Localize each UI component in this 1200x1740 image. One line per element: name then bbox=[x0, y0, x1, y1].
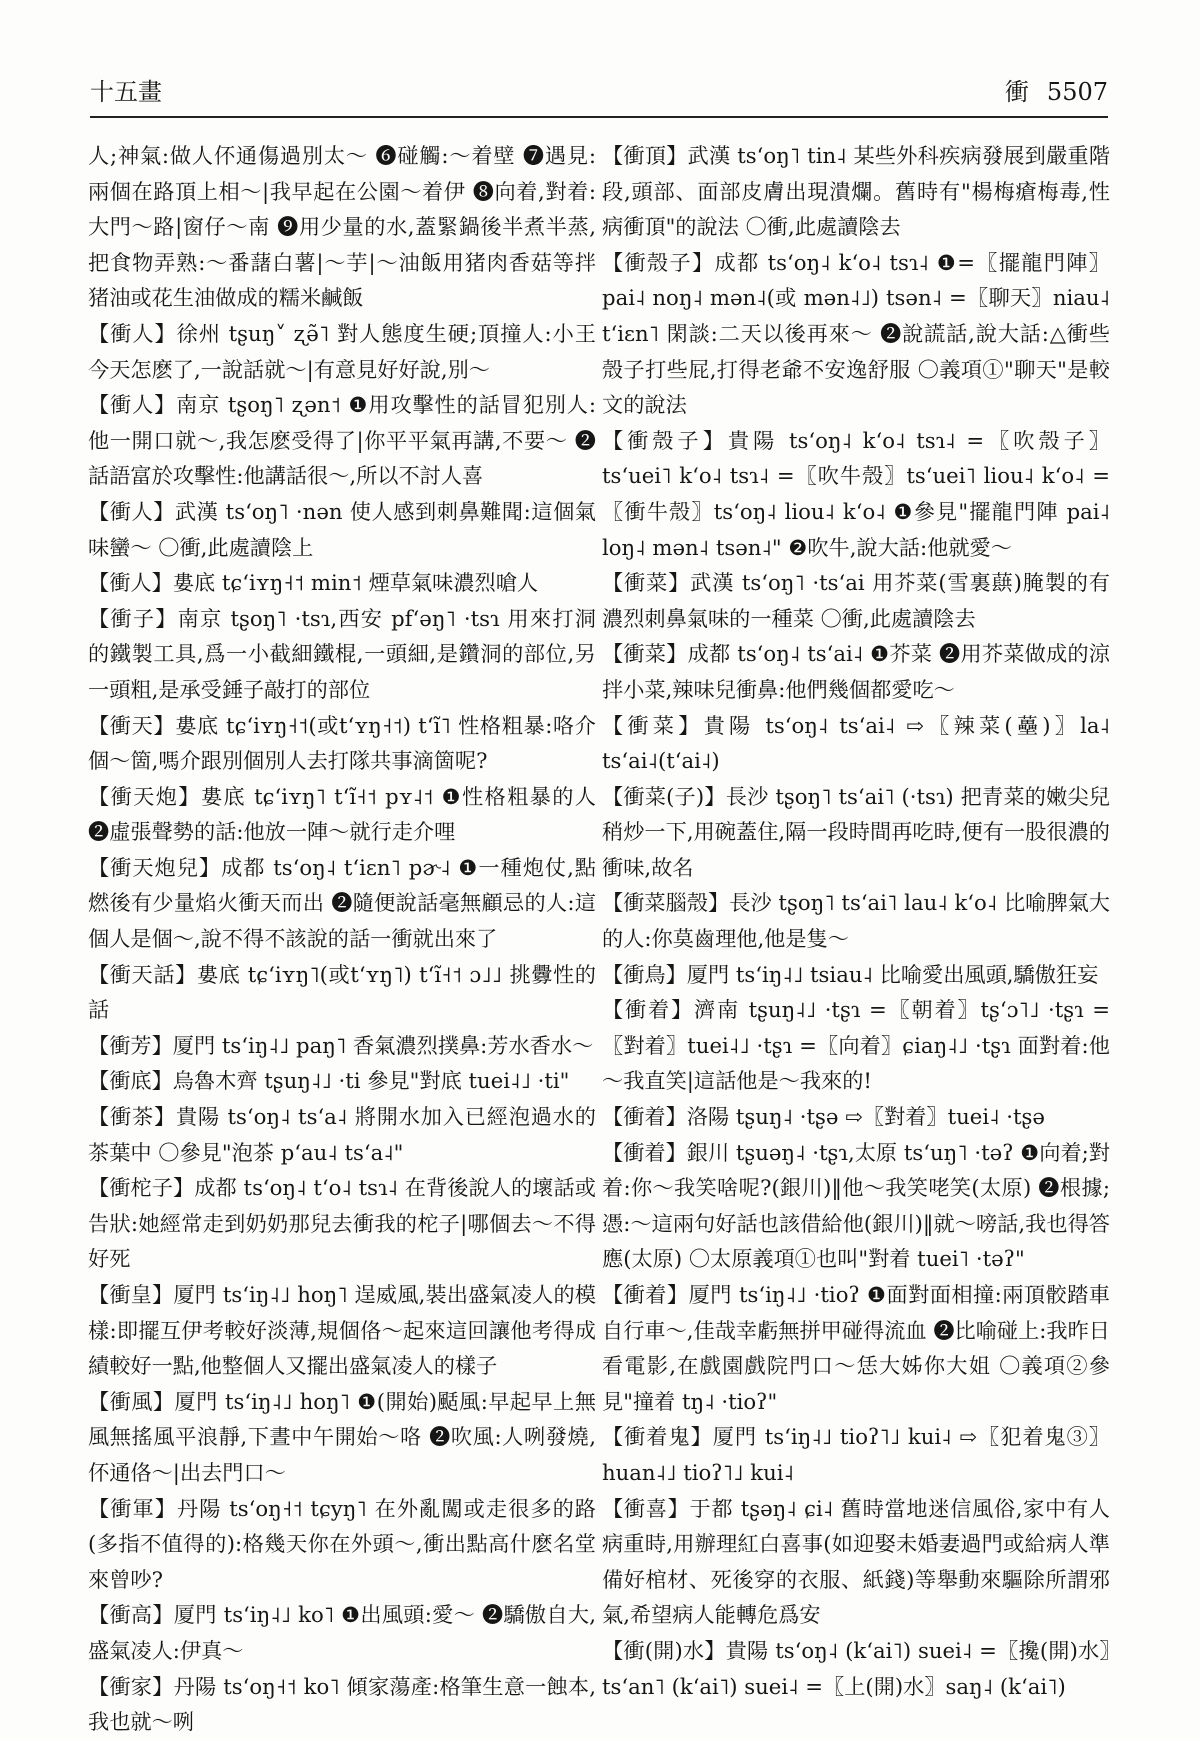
dictionary-entry: 【衝底】烏魯木齊 tʂuŋ˨˩ ·ti 參見"對底 tuei˨˩ ·ti" bbox=[88, 1068, 570, 1094]
dictionary-entry: 【衝着】濟南 tʂuŋ˨˩ ·tʂɿ =〖朝着〗tʂʻɔ˥˩ ·tʂɿ =〖對着〗tuei˨˩ ·tʂɿ =〖向着〗ɕiaŋ˨˩ ·tʂɿ 面對着:他～我直笑|這話他是～我來的! bbox=[602, 997, 1110, 1094]
dictionary-entry: 【衝(開)水】貴陽 tsʻoŋ˨ (kʻai˥) suei˨ =〖攙(開)水〗tsʻan˥ (kʻai˥) suei˨ =〖上(開)水〗saŋ˨ (kʻai˥) bbox=[602, 1637, 1110, 1699]
dictionary-entry: 【衝人】婁底 tɕʻiʏŋ˧˦ min˦ 煙草氣味濃烈嗆人 bbox=[88, 570, 539, 596]
dictionary-entry: 【衝殼子】成都 tsʻoŋ˨ kʻo˨ tsɿ˨ ❶=〖擺龍門陣〗pai˨ noŋ˨ mən˨(或 mən˨˩) tsən˨ =〖聊天〗niau˨ tʻiɛn˥ 閑談:二天以後再來～ ❷說謊話,說大話:△衝些殼子打些屁,打得老爺不安逸舒服 〇義項①"聊天"是較文的說法 bbox=[602, 249, 1110, 418]
dictionary-entry: 【衝風】厦門 tsʻiŋ˨˩ hoŋ˥ ❶(開始)颳風:早起早上無風無搖風平浪靜,下晝中午開始～咯 ❷吹風:人咧發燒,伓通佫～|出去門口～ bbox=[88, 1388, 596, 1485]
dictionary-entry: 【衝頂】武漢 tsʻoŋ˥ tin˨ 某些外科疾病發展到嚴重階段,頭部、面部皮膚出現潰爛。舊時有"楊梅瘡梅毒,性病衝頂"的說法 〇衝,此處讀陰去 bbox=[602, 143, 1110, 240]
dictionary-entry: 【衝芳】厦門 tsʻiŋ˨˩ paŋ˥ 香氣濃烈撲鼻:芳水香水～ bbox=[88, 1032, 594, 1058]
dictionary-entry: 【衝天話】婁底 tɕʻiʏŋ˥(或tʻʏŋ˥) tʻĩ˧˦ ɔ˩˩ 挑釁性的話 bbox=[88, 961, 596, 1023]
right-column bbox=[602, 138, 1110, 1698]
dictionary-entry: 【衝喜】于都 tʂəŋ˨ ɕi˨ 舊時當地迷信風俗,家中有人病重時,用辦理紅白喜事(如迎娶未婚妻過門或給病人準備好棺材、死後穿的衣服、紙錢)等舉動來驅除所謂邪氣,希望病人能轉危爲安 bbox=[602, 1495, 1110, 1628]
dictionary-entry: 【衝鳥】厦門 tsʻiŋ˨˩ tsiau˨ 比喻愛出風頭,驕傲狂妄 bbox=[602, 961, 1099, 987]
dictionary-entry: 【衝着】洛陽 tʂuŋ˨ ·tʂə ⇨〖對着〗tuei˨ ·tʂə bbox=[602, 1104, 1045, 1130]
dictionary-entry: 【衝着】銀川 tʂuəŋ˨ ·tʂɿ,太原 tsʻuŋ˥ ·təʔ ❶向着;對着:你～我笑啥呢?(銀川)‖他～我笑咾笑(太原) ❷根據;憑:～這兩句好話也該借給他(銀川)‖就～嗙話,我也得答應(太原) 〇太原義項①也叫"對着 tuei˥ ·təʔ" bbox=[602, 1139, 1110, 1272]
dictionary-entry: 【衝天炮】婁底 tɕʻiʏŋ˥ tʻĩ˧˦ pʏ˨˦ ❶性格粗暴的人 ❷虛張聲勢的話:他放一陣～就行走介哩 bbox=[88, 783, 596, 845]
dictionary-entry: 【衝着鬼】厦門 tsʻiŋ˨˩ tioʔ˥˩ kui˨ ⇨〖犯着鬼③〗huan˨˩ tioʔ˥˩ kui˨ bbox=[602, 1424, 1110, 1485]
section-title: 十五畫 bbox=[90, 78, 162, 106]
dictionary-entry: 【衝人】武漢 tsʻoŋ˥ ·nən 使人感到刺鼻難聞:這個氣味蠻～ 〇衝,此處讀陰上 bbox=[88, 498, 596, 560]
dictionary-entry: 【衝天】婁底 tɕʻiʏŋ˧˦(或tʻʏŋ˧˦) tʻĩ˥ 性格粗暴:咯介個～箇,嗎介跟別個別人去打隊共事滴箇呢? bbox=[88, 712, 596, 774]
dictionary-entry: 【衝菜腦殼】長沙 tʂoŋ˥ tsʻai˥ lau˨ kʻo˨ 比喻脾氣大的人:你莫齒理他,他是隻～ bbox=[602, 890, 1110, 952]
left-column bbox=[88, 138, 596, 1735]
dictionary-entry: 【衝人】徐州 tʂuŋ˅ ʐə̃˥ 對人態度生硬;頂撞人:小王今天怎麽了,一說話就～|有意見好好說,別～ bbox=[88, 320, 596, 382]
dictionary-entry: 【衝着】厦門 tsʻiŋ˨˩ ·tioʔ ❶面對面相撞:兩頂骹踏車自行車～,佳哉幸虧無拼甲碰得流血 ❷比喻碰上:我昨日看電影,在戲園戲院門口～恁大姊你大姐 〇義項②參見"撞着 tŋ˨ ·tioʔ" bbox=[602, 1282, 1110, 1414]
page-number: 5507 bbox=[1046, 78, 1108, 106]
dictionary-entry: 【衝菜】武漢 tsʻoŋ˥ ·tsʻai 用芥菜(雪裏蕻)腌製的有濃烈刺鼻氣味的一種菜 〇衝,此處讀陰去 bbox=[602, 570, 1110, 631]
dictionary-entry: 【衝軍】丹陽 tsʻoŋ˧˦ tɕyŋ˥ 在外亂闖或走很多的路(多指不值得的):格幾天你在外頭～,衝出點高什麽名堂來曾吵? bbox=[88, 1495, 596, 1592]
dictionary-entry: 人;神氣:做人伓通傷過別太～ ❻碰觸:～着壁 ❼遇見:兩個在路頂上相～|我早起在公園～着伊 ❽向着,對着:大門～路|窗仔～南 ❾用少量的水,蓋緊鍋後半煮半蒸,把食物弄熟:～番藷白薯|～芋|～油飯用猪肉香菇等拌猪油或花生油做成的糯米鹹飯 bbox=[88, 143, 596, 311]
header-rule bbox=[90, 116, 1108, 118]
dictionary-entry: 【衝家】丹陽 tsʻoŋ˧˦ ko˥ 傾家蕩產:格筆生意一蝕本,我也就～咧 bbox=[88, 1673, 596, 1735]
dictionary-entry: 【衝子】南京 tʂoŋ˥ ·tsɿ,西安 pfʻəŋ˥ ·tsɿ 用來打洞的鐵製工具,爲一小截細鐵棍,一頭細,是鑽洞的部位,另一頭粗,是承受錘子敲打的部位 bbox=[88, 605, 596, 702]
dictionary-entry: 【衝殼子】貴陽 tsʻoŋ˨ kʻo˨ tsɿ˨ =〖吹殼子〗tsʻuei˥ kʻo˨ tsɿ˨ =〖吹牛殼〗tsʻuei˥ liou˨ kʻo˨ =〖衝牛殼〗tsʻoŋ˨ liou˨ kʻo˨ ❶參見"擺龍門陣 pai˨ loŋ˨ mən˨ tsən˨" ❷吹牛,說大話:他就愛～ bbox=[602, 427, 1110, 560]
guide-character: 衝 bbox=[1004, 78, 1029, 106]
dictionary-entry: 【衝皇】厦門 tsʻiŋ˨˩ hoŋ˥ 逞威風,裝出盛氣凌人的模樣:即擺互伊考較好淡薄,規個佫～起來這回讓他考得成績較好一點,他整個人又擺出盛氣凌人的樣子 bbox=[88, 1282, 596, 1379]
dictionary-entry: 【衝菜】成都 tsʻoŋ˨ tsʻai˨ ❶芥菜 ❷用芥菜做成的涼拌小菜,辣味兒衝鼻:他們幾個都愛吃～ bbox=[602, 641, 1110, 702]
dictionary-entry: 【衝高】厦門 tsʻiŋ˨˩ ko˥ ❶出風頭:愛～ ❷驕傲自大,盛氣凌人:伊真～ bbox=[88, 1602, 596, 1663]
page-header bbox=[90, 72, 1108, 116]
dictionary-entry: 【衝菜】貴陽 tsʻoŋ˨ tsʻai˨ ⇨〖辣菜(蘲)〗la˨ tsʻai˨(tʻai˨) bbox=[602, 712, 1110, 774]
page-locator bbox=[1005, 72, 1108, 107]
dictionary-entry: 【衝菜(子)】長沙 tʂoŋ˥ tsʻai˥ (·tsɿ) 把青菜的嫩尖兒稍炒一下,用碗蓋住,隔一段時間再吃時,便有一股很濃的衝味,故名 bbox=[602, 783, 1110, 880]
dictionary-entry: 【衝茶】貴陽 tsʻoŋ˨ tsʻa˨ 將開水加入已經泡過水的茶葉中 〇參見"泡茶 pʻau˨ tsʻa˨" bbox=[88, 1104, 596, 1165]
dictionary-entry: 【衝柁子】成都 tsʻoŋ˨ tʻo˨ tsɿ˨ 在背後說人的壞話或告狀:她經常走到奶奶那兒去衝我的柁子|哪個去～不得好死 bbox=[88, 1175, 596, 1272]
dictionary-entry: 【衝天炮兒】成都 tsʻoŋ˨ tʻiɛn˥ pɚ˨ ❶一種炮仗,點燃後有少量焰火衝天而出 ❷隨便說話毫無顧忌的人:這個人是個～,說不得不該說的話一衝就出來了 bbox=[88, 854, 596, 952]
dictionary-entry: 【衝人】南京 tʂoŋ˥ ʐən˦ ❶用攻擊性的話冒犯別人:他一開口就～,我怎麽受得了|你平平氣再講,不要～ ❷話語富於攻擊性:他講話很～,所以不討人喜 bbox=[88, 392, 596, 489]
